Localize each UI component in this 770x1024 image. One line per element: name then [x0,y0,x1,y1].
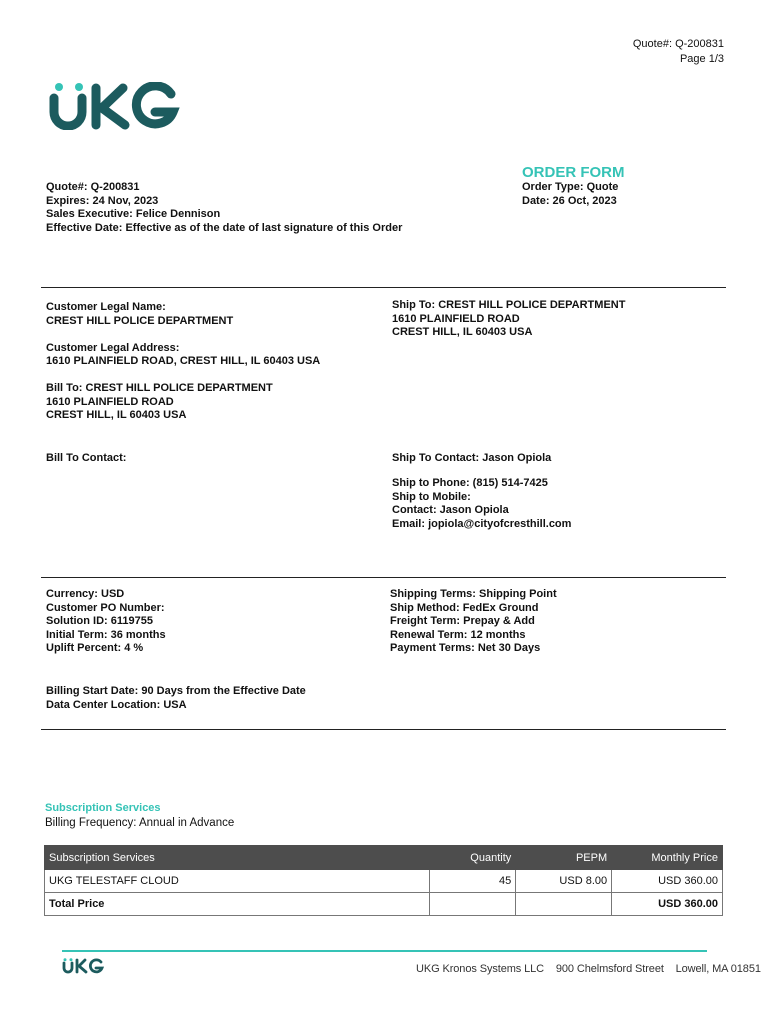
ship-phone: Ship to Phone: (815) 514-7425 [392,477,548,489]
billing-frequency: Billing Frequency: Annual in Advance [45,817,235,829]
divider-3 [41,729,726,730]
bill-to-city: CREST HILL, IL 60403 USA [46,409,187,421]
billing-start-date: Billing Start Date: 90 Days from the Effective Date [46,685,306,697]
total-value: USD 360.00 [612,893,723,916]
ship-contact: Contact: Jason Opiola [392,504,509,516]
customer-address-label: Customer Legal Address: [46,342,180,354]
ukg-logo [49,82,183,130]
currency: Currency: USD [46,588,125,600]
shipping-terms: Shipping Terms: Shipping Point [390,588,557,600]
customer-address: 1610 PLAINFIELD ROAD, CREST HILL, IL 60403 USA [46,355,321,367]
divider-2 [41,577,726,578]
total-empty-1 [430,893,516,916]
subscription-heading: Subscription Services [45,802,161,814]
total-label: Total Price [45,893,430,916]
expires-date: Expires: 24 Nov, 2023 [46,194,159,207]
bill-to-block [46,382,273,423]
uplift-percent: Uplift Percent: 4 % [46,642,144,654]
ship-to-block [392,299,625,340]
effective-date: Effective Date: Effective as of the date of last signature of this Order [46,221,403,234]
subscription-table [44,845,723,916]
bill-to-contact: Bill To Contact: [46,452,127,464]
ship-to-street: 1610 PLAINFIELD ROAD [392,312,520,325]
col-header-monthly-price: Monthly Price [612,846,723,870]
renewal-term: Renewal Term: 12 months [390,628,526,641]
terms-right-block [390,588,557,656]
customer-legal-name: CREST HILL POLICE DEPARTMENT [46,315,234,327]
total-empty-2 [516,893,612,916]
data-center-location: Data Center Location: USA [46,698,187,711]
bill-to-name: Bill To: CREST HILL POLICE DEPARTMENT [46,382,273,394]
order-form-title: ORDER FORM [522,164,625,181]
bill-to-street: 1610 PLAINFIELD ROAD [46,395,174,408]
divider-1 [41,287,726,288]
ship-mobile: Ship to Mobile: [392,490,471,503]
header-page-number: Page 1/3 [679,53,724,65]
customer-legal-name-label: Customer Legal Name: [46,301,166,313]
footer-divider [62,950,707,952]
cell-service-name: UKG TELESTAFF CLOUD [45,870,430,893]
freight-term: Freight Term: Prepay & Add [390,615,535,627]
initial-term: Initial Term: 36 months [46,628,166,641]
order-type: Order Type: Quote [522,181,619,193]
quote-info-block [46,181,402,235]
footer-ukg-logo [62,958,104,974]
table-row [45,870,723,893]
ship-method: Ship Method: FedEx Ground [390,601,539,614]
ship-to-city: CREST HILL, IL 60403 USA [392,326,533,338]
cell-pepm: USD 8.00 [516,870,612,893]
solution-id: Solution ID: 6119755 [46,615,153,627]
customer-po-number: Customer PO Number: [46,601,165,614]
col-header-pepm: PEPM [516,846,612,870]
total-row [45,893,723,916]
order-info-block [522,181,618,208]
header-quote-number: Quote#: Q-200831 [632,38,724,50]
ship-contact-details [392,477,571,531]
payment-terms: Payment Terms: Net 30 Days [390,642,541,654]
order-date: Date: 26 Oct, 2023 [522,194,617,207]
cell-quantity: 45 [430,870,516,893]
sales-executive: Sales Executive: Felice Dennison [46,208,221,220]
terms-left-block [46,588,166,656]
billing-block [46,685,306,712]
ship-to-name: Ship To: CREST HILL POLICE DEPARTMENT [392,299,626,311]
footer-address: UKG Kronos Systems LLC 900 Chelmsford Street Lowell, MA 01851 [416,963,761,975]
col-header-services: Subscription Services [45,846,430,870]
table-header-row [45,846,723,870]
ship-email: Email: jopiola@cityofcresthill.com [392,517,572,530]
cell-monthly-price: USD 360.00 [612,870,723,893]
ship-to-contact: Ship To Contact: Jason Opiola [392,452,552,464]
quote-number: Quote#: Q-200831 [46,181,140,193]
col-header-quantity: Quantity [430,846,516,870]
